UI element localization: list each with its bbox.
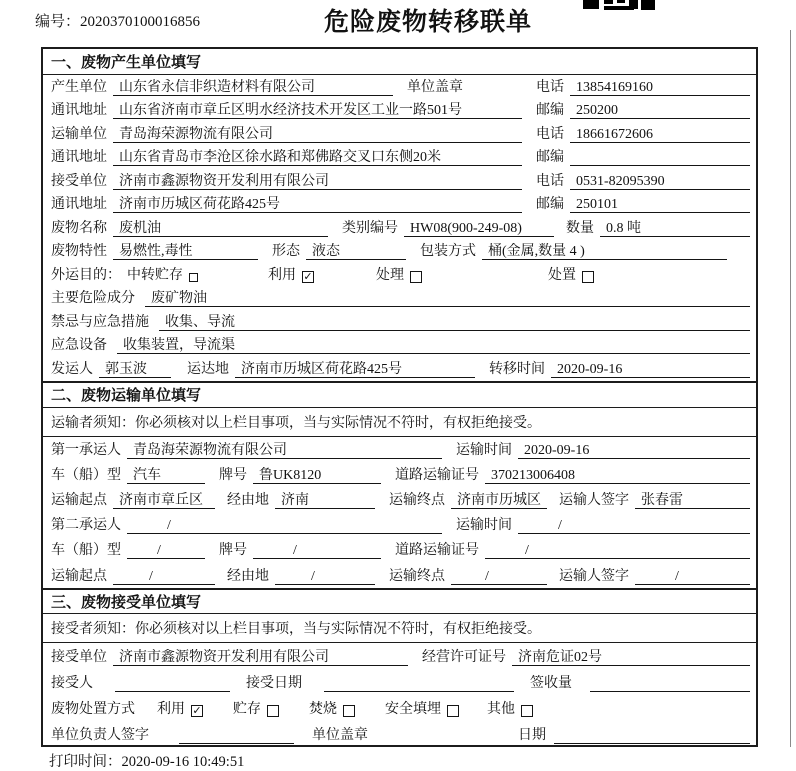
receive-date-field [324,675,514,692]
transporter-zip-field [570,149,750,166]
quantity-label: 数量 [566,220,594,236]
hazard-component-field: 废矿物油 [145,290,750,307]
address-label: 通讯地址 [51,103,107,118]
road-permit-label: 道路运输证号 [395,543,479,559]
producer-label: 产生单位 [51,79,107,95]
recipient-label: 接受人 [51,675,93,691]
carrier2-row [43,512,756,537]
package-label: 包装方式 [420,244,476,259]
signed-amount-label: 签收量 [530,675,572,691]
transfer-storage-checkbox [189,273,198,282]
transporter-label: 运输单位 [51,126,107,142]
transport-time-label: 运输时间 [456,518,512,534]
page-right-edge-line [790,30,791,747]
taboo-measures-label: 禁忌与应急措施 [51,314,149,330]
signed-amount-field [590,675,750,692]
waste-name-row [43,216,756,240]
license-field: 济南危证02号 [512,649,750,666]
transfer-date-field: 2020-09-16 [551,361,750,378]
head-signature-field [179,727,294,744]
vehicle-type-label: 车（船）型 [51,543,121,559]
via1-field: 济南 [275,492,375,509]
qr-block [641,0,655,10]
carrier2-field: / [127,517,442,534]
origin-label: 运输起点 [51,568,107,584]
section2-header: 二、废物运输单位填写 [43,381,756,408]
destination-field: 济南市历城区荷花路425号 [235,361,475,378]
carrier-sign-label: 运输人签字 [559,568,629,584]
transporter-phone-field: 18661672606 [570,126,750,143]
phone-label: 电话 [536,79,564,95]
route1-row [43,487,756,512]
origin-label: 运输起点 [51,493,107,509]
disposal-option-label: 焚烧 [309,701,337,717]
transport-time2-field: / [518,517,750,534]
license-label: 经营许可证号 [422,649,506,665]
treat-checkbox [410,271,422,283]
print-time-label: 打印时间： [49,754,122,770]
disposal-other-checkbox [521,705,533,717]
seal-date-label: 日期 [518,727,546,743]
producer-field: 山东省永信非织造材料有限公司 [113,79,393,96]
destination-label: 运达地 [187,361,229,377]
disposal-option-label: 安全填埋 [385,701,441,717]
form-label: 形态 [272,244,300,259]
utilize-checkbox: ✓ [303,270,313,283]
phone-label: 电话 [536,173,564,189]
vehicle1-field: 汽车 [127,467,205,484]
vehicle2-field: / [127,542,205,559]
head-signature-label: 单位负责人签字 [51,727,149,743]
zip-label: 邮编 [536,197,564,212]
unit-seal-label: 单位盖章 [407,79,463,95]
sender-row [43,357,756,381]
permit2-field: / [485,542,750,559]
waste-name-field: 废机油 [113,220,328,237]
waste-character-label: 废物特性 [51,244,107,259]
receiving-unit-row [43,643,756,669]
disposal-utilize-checkbox: ✓ [192,704,202,717]
sender-label: 发运人 [51,361,93,377]
purpose-option-label: 处理 [376,267,404,283]
vehicle-type-label: 车（船）型 [51,467,121,483]
permit1-field: 370213006408 [485,467,750,484]
road-permit-label: 道路运输证号 [395,467,479,483]
category-field: HW08(900-249-08) [404,220,554,237]
carrier-sign-label: 运输人签字 [559,493,629,509]
carrier-sign2-field: / [635,568,750,585]
section3-header: 三、废物接受单位填写 [43,588,756,614]
emergency-equipment-row [43,334,756,358]
vehicle2-row [43,537,756,562]
disposal-method-label: 废物处置方式 [51,701,135,717]
carrier1-field: 青岛海荣源物流有限公司 [127,442,442,459]
producer-address-row [43,99,756,123]
receiver-field: 济南市鑫源物资开发利用有限公司 [113,173,522,190]
transporter-address-field: 山东省青岛市李沧区徐水路和郑佛路交叉口东侧20米 [113,149,522,166]
transfer-date-label: 转移时间 [489,361,545,377]
receive-date-label: 接受日期 [246,675,302,691]
via-label: 经由地 [227,493,269,509]
waste-name-label: 废物名称 [51,220,107,236]
hazard-component-row [43,287,756,311]
plate-label: 牌号 [219,543,247,559]
waste-character-row [43,240,756,264]
via-label: 经由地 [227,568,269,584]
transporter-notice: 运输者须知：你必须核对以上栏目事项，当与实际情况不符时，有权拒绝接受。 [43,408,756,437]
zip-label: 邮编 [536,150,564,165]
receiver-address-field: 济南市历城区荷花路425号 [113,196,522,213]
qr-block [617,0,625,3]
producer-address-field: 山东省济南市章丘区明水经济技术开发区工业一路501号 [113,102,522,119]
qr-code-fragment [583,0,655,11]
hazard-component-label: 主要危险成分 [51,291,135,306]
category-label: 类别编号 [342,220,398,236]
disposal-incinerate-checkbox [343,705,355,717]
dispose-checkbox [582,271,594,283]
carrier-sign1-field: 张春雷 [635,492,750,509]
transporter-field: 青岛海荣源物流有限公司 [113,126,522,143]
sender-field: 郭玉波 [99,361,171,378]
route2-row [43,562,756,587]
print-time-value: 2020-09-16 10:49:51 [121,754,245,770]
recipient-row [43,669,756,695]
plate2-field: / [253,542,381,559]
receiving-unit-field: 济南市鑫源物资开发利用有限公司 [113,649,408,666]
transport-time-label: 运输时间 [456,442,512,458]
address-label: 通讯地址 [51,197,107,212]
taboo-measures-row [43,310,756,334]
producer-zip-field: 250200 [570,102,750,119]
recipient-field [115,675,230,692]
endpoint-label: 运输终点 [389,568,445,584]
plate1-field: 鲁UK8120 [253,467,381,484]
plate-label: 牌号 [219,467,247,483]
qr-block [583,0,599,9]
purpose-option-label: 利用 [268,267,296,283]
transport-time1-field: 2020-09-16 [518,442,750,459]
origin2-field: / [113,568,215,585]
section1-header: 一、废物产生单位填写 [43,49,756,75]
carrier1-label: 第一承运人 [51,442,121,458]
seal-date-field [554,727,750,744]
purpose-label: 外运目的： [51,267,121,283]
emergency-equipment-field: 收集装置，导流渠 [117,337,750,354]
endpoint-label: 运输终点 [389,493,445,509]
producer-phone-field: 13854169160 [570,79,750,96]
phone-label: 电话 [536,126,564,142]
quantity-field: 0.8 吨 [600,220,750,237]
endpoint2-field: / [451,568,547,585]
disposal-option-label: 其他 [487,701,515,717]
disposal-landfill-checkbox [447,705,459,717]
head-signature-row [43,721,756,747]
unit-seal-label: 单位盖章 [312,727,368,743]
document-number-value: 2020370100016856 [80,14,201,30]
zip-label: 邮编 [536,103,564,118]
carrier1-row [43,437,756,462]
receiver-zip-field: 250101 [570,196,750,213]
receiver-label: 接受单位 [51,173,107,189]
endpoint1-field: 济南市历城区 [451,492,547,509]
disposal-method-row [43,695,756,721]
disposal-store-checkbox [267,705,279,717]
manifest-form-table [41,47,758,747]
purpose-option-label: 中转贮存 [127,267,183,283]
disposal-option-label: 利用 [157,701,185,717]
form-field: 液态 [306,243,406,260]
page-title: 危险废物转移联单 [323,9,532,36]
document-number-label: 编号： [35,14,81,30]
transporter-address-row [43,146,756,170]
qr-block [629,0,638,9]
receiver-row [43,169,756,193]
receiving-unit-label: 接受单位 [51,649,107,665]
waste-character-field: 易燃性,毒性 [113,243,258,260]
address-label: 通讯地址 [51,150,107,165]
purpose-option-label: 处置 [548,267,576,283]
origin1-field: 济南市章丘区 [113,492,215,509]
emergency-equipment-label: 应急设备 [51,338,107,353]
qr-block [604,0,613,4]
carrier2-label: 第二承运人 [51,518,121,534]
package-field: 桶(金属,数量 4 ) [482,243,727,260]
via2-field: / [275,568,375,585]
disposal-option-label: 贮存 [233,701,261,717]
producer-row [43,75,756,99]
vehicle1-row [43,462,756,487]
receiver-phone-field: 0531-82095390 [570,173,750,190]
taboo-measures-field: 收集、导流 [159,314,750,331]
receiver-address-row [43,193,756,217]
receiver-notice: 接受者须知：你必须核对以上栏目事项，当与实际情况不符时，有权拒绝接受。 [43,614,756,643]
purpose-row [43,263,756,287]
transporter-row [43,122,756,146]
